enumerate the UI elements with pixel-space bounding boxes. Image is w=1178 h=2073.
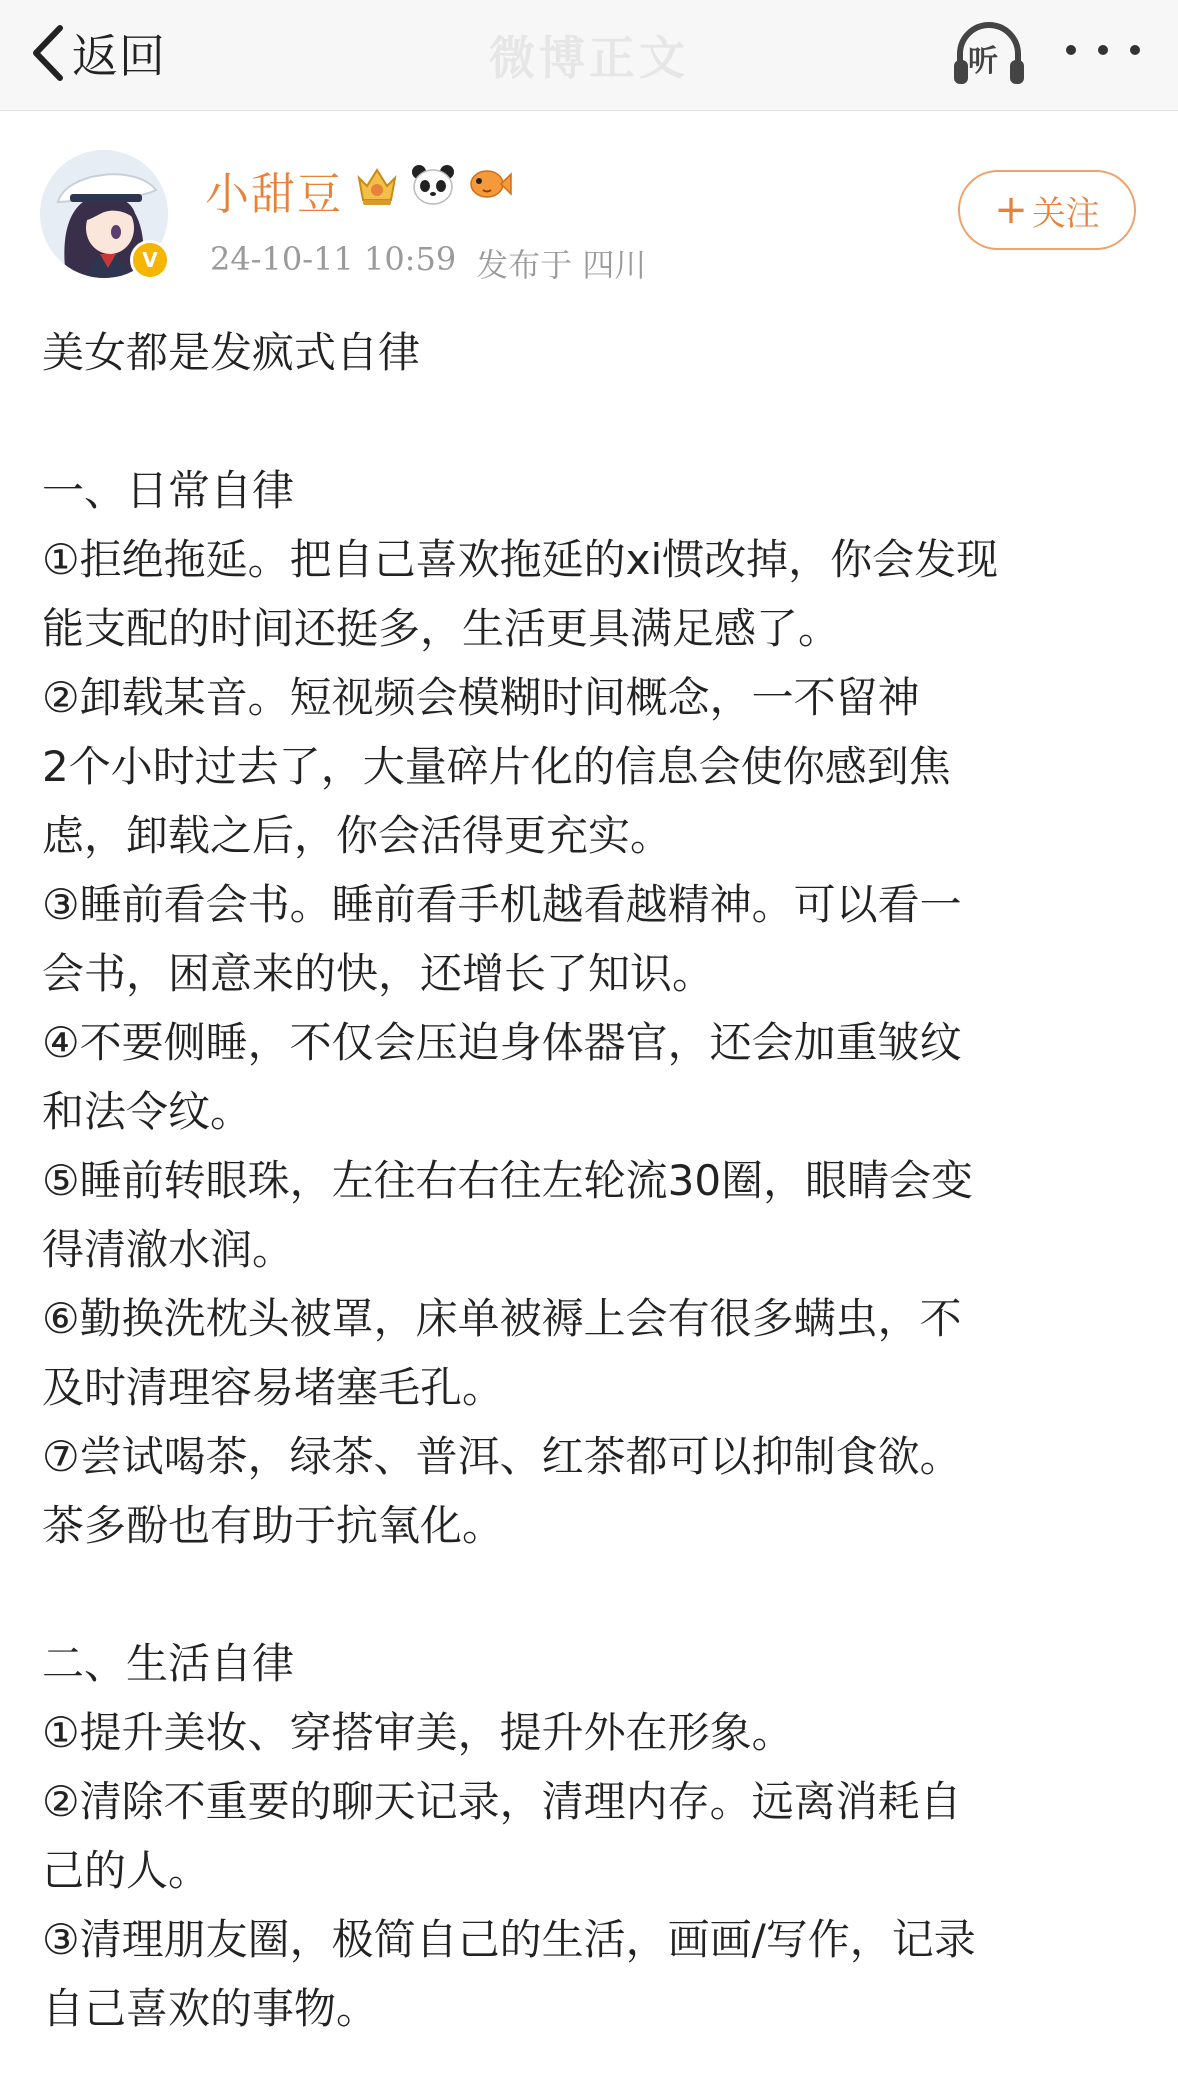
page-title: 微博正文	[489, 31, 689, 85]
post-line: 虑，卸载之后，你会活得更充实。	[42, 811, 673, 860]
post-line: 和法令纹。	[42, 1087, 253, 1136]
post-line: ⑦尝试喝茶，绿茶、普洱、红茶都可以抑制食欲。	[42, 1432, 962, 1481]
post-line: ④不要侧睡，不仅会压迫身体器官，还会加重皱纹	[42, 1018, 962, 1067]
post-line: 会书，困意来的快，还增长了知识。	[42, 949, 715, 998]
listen-label: 听	[968, 44, 998, 79]
post-line: ⑤睡前转眼珠，左往右右往左轮流30圈，眼睛会变	[42, 1156, 974, 1205]
follow-label: 关注	[1031, 193, 1100, 234]
post-line: 2个小时过去了，大量碎片化的信息会使你感到焦	[42, 742, 951, 791]
more-options-button[interactable]	[1066, 30, 1140, 70]
panda-badge-icon[interactable]	[409, 160, 457, 208]
section-heading: 二、生活自律	[42, 1639, 295, 1688]
post-line: ②清除不重要的聊天记录，清理内存。远离消耗自	[42, 1777, 962, 1826]
crown-badge-icon[interactable]	[353, 160, 401, 208]
post-line: ②卸载某音。短视频会模糊时间概念，一不留神	[42, 673, 920, 722]
post-line: 能支配的时间还挺多，生活更具满足感了。	[42, 604, 841, 653]
author-name[interactable]: 小甜豆	[205, 169, 343, 220]
post-line: ③睡前看会书。睡前看手机越看越精神。可以看一	[42, 880, 962, 929]
post-line: 及时清理容易堵塞毛孔。	[42, 1363, 505, 1412]
verified-mark: V	[142, 248, 158, 272]
dot-icon	[1098, 45, 1108, 55]
post-line: ①拒绝拖延。把自己喜欢拖延的xi惯改掉，你会发现	[42, 535, 999, 584]
top-nav-bar	[0, 0, 1178, 111]
author-badges	[353, 160, 513, 208]
post-location: 发布于 四川	[476, 246, 647, 284]
follow-button[interactable]	[958, 170, 1136, 250]
post-time: 24-10-11 10:59	[210, 240, 457, 278]
dot-icon	[1130, 45, 1140, 55]
post-line: ①提升美妆、穿搭审美，提升外在形象。	[42, 1708, 794, 1757]
listen-button[interactable]	[950, 16, 1028, 92]
post-line: ③清理朋友圈，极简自己的生活，画画/写作，记录	[42, 1915, 976, 1964]
post-line: ⑥勤换洗枕头被罩，床单被褥上会有很多螨虫，不	[42, 1294, 962, 1343]
blank-line	[42, 387, 1152, 456]
post-line: 自己喜欢的事物。	[42, 1984, 379, 2033]
post-line: 得清澈水润。	[42, 1225, 295, 1274]
dot-icon	[1066, 45, 1076, 55]
post-body	[42, 318, 1152, 2043]
plus-icon: +	[994, 187, 1028, 233]
fish-badge-icon[interactable]	[465, 160, 513, 208]
post-line: 美女都是发疯式自律	[42, 328, 421, 377]
post-line: 己的人。	[42, 1846, 211, 1895]
verified-badge-icon	[130, 240, 170, 280]
post-line: 茶多酚也有助于抗氧化。	[42, 1501, 505, 1550]
post-meta	[210, 240, 646, 286]
back-label: 返回	[72, 29, 166, 83]
section-heading: 一、日常自律	[42, 466, 295, 515]
blank-line	[42, 1560, 1152, 1629]
